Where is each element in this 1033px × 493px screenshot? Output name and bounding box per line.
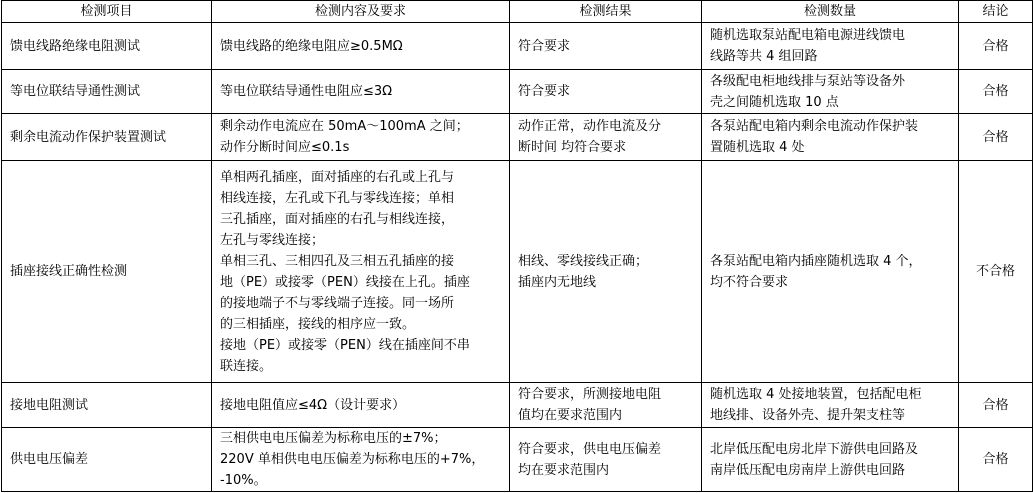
- cell-text-line: 壳之间随机选取 10 点: [710, 94, 839, 110]
- cell-quantity: [702, 114, 959, 161]
- cell-text-line: 左孔与零线连接；: [220, 232, 325, 248]
- cell-text-line: 置随机选取 4 处: [710, 140, 805, 155]
- cell-text-line: 剩余动作电流应在 50mA～100mA 之间；: [220, 119, 469, 134]
- cell-text-line: -10%。: [220, 473, 267, 488]
- cell-text-line: 接地电阻值应≤4Ω（设计要求）: [220, 397, 406, 413]
- cell-text-line: 三相供电电压偏差为标称电压的±7%；: [220, 431, 447, 446]
- cell-quantity: [702, 70, 959, 114]
- table-row: [2, 114, 1033, 161]
- cell-item: 插座接线正确性检测: [2, 161, 212, 383]
- cell-conclusion: 合格: [959, 428, 1033, 492]
- cell-requirement: [212, 70, 510, 114]
- cell-text-line: 符合要求: [518, 84, 571, 99]
- cell-text-line: 三孔插座，面对插座的右孔与相线连接，: [220, 211, 455, 227]
- cell-text-line: 接地（PE）或接零（PEN）线在插座间不串: [220, 337, 470, 353]
- cell-text-line: 均不符合要求: [710, 274, 789, 290]
- cell-text-line: 单相两孔插座，面对插座的右孔或上孔与: [220, 169, 455, 185]
- header-item: 检测项目: [2, 1, 212, 23]
- cell-conclusion: 不合格: [959, 161, 1033, 383]
- cell-text-line: 北岸低压配电房北岸下游供电回路及: [710, 441, 919, 457]
- cell-result: [510, 428, 702, 492]
- cell-text-line: 等电位联结导通性电阻应≤3Ω: [220, 84, 393, 99]
- cell-text-line: 线路等共 4 组回路: [710, 49, 818, 64]
- cell-item: 供电电压偏差: [2, 428, 212, 492]
- cell-text-line: 符合要求: [518, 38, 571, 54]
- cell-result: [510, 161, 702, 383]
- cell-item: 等电位联结导通性测试: [2, 70, 212, 114]
- cell-text-line: 各泵站配电箱内插座随机选取 4 个，: [710, 253, 922, 269]
- cell-requirement: [212, 428, 510, 492]
- cell-conclusion: 合格: [959, 70, 1033, 114]
- cell-requirement: [212, 23, 510, 70]
- cell-quantity: [702, 161, 959, 383]
- header-requirement: 检测内容及要求: [212, 1, 510, 23]
- cell-text-line: 值均在要求范围内: [518, 408, 623, 423]
- cell-item: 接地电阻测试: [2, 383, 212, 428]
- table-body: [2, 23, 1033, 492]
- table-row: [2, 70, 1033, 114]
- cell-conclusion: 合格: [959, 114, 1033, 161]
- cell-text-line: 随机选取泵站配电箱电源进线馈电: [710, 28, 906, 43]
- cell-item: 剩余电流动作保护装置测试: [2, 114, 212, 161]
- cell-text-line: 的接地端子不与零线端子连接。同一场所: [220, 295, 455, 311]
- cell-text-line: 符合要求，所测接地电阻: [518, 387, 662, 402]
- header-conclusion: 结论: [959, 1, 1033, 23]
- cell-text-line: 均在要求范围内: [518, 462, 610, 478]
- cell-requirement: [212, 161, 510, 383]
- cell-text-line: 相线连接，左孔或下孔与零线连接；单相: [220, 190, 455, 206]
- cell-text-line: 地（PE）或接零（PEN）线接在上孔。插座: [220, 274, 470, 290]
- table-row: [2, 23, 1033, 70]
- inspection-table: [1, 0, 1033, 492]
- cell-text-line: 随机选取 4 处接地装置，包括配电柜: [710, 387, 922, 402]
- cell-text-line: 插座内无地线: [518, 274, 597, 290]
- cell-conclusion: 合格: [959, 383, 1033, 428]
- cell-text-line: 相线、零线接线正确；: [518, 253, 649, 269]
- table-row: [2, 383, 1033, 428]
- cell-text-line: 馈电线路的绝缘电阻应≥0.5MΩ: [220, 38, 403, 54]
- cell-text-line: 动作分断时间应≤0.1s: [220, 140, 350, 155]
- cell-requirement: [212, 114, 510, 161]
- header-quantity: 检测数量: [702, 1, 959, 23]
- cell-text-line: 动作正常，动作电流及分: [518, 119, 662, 134]
- cell-result: [510, 114, 702, 161]
- cell-result: [510, 383, 702, 428]
- cell-text-line: 南岸低压配电房南岸上游供电回路: [710, 462, 906, 478]
- cell-text-line: 地线排、设备外壳、提升架支柱等: [710, 408, 906, 423]
- cell-requirement: [212, 383, 510, 428]
- cell-result: [510, 70, 702, 114]
- cell-result: [510, 23, 702, 70]
- table-row: [2, 428, 1033, 492]
- cell-quantity: [702, 23, 959, 70]
- cell-item: 馈电线路绝缘电阻测试: [2, 23, 212, 70]
- table-header: [2, 1, 1033, 23]
- cell-text-line: 的三相插座，接线的相序应一致。: [220, 316, 416, 332]
- cell-text-line: 符合要求，供电电压偏差: [518, 441, 662, 457]
- cell-text-line: 单相三孔、三相四孔及三相五孔插座的接: [220, 253, 455, 269]
- cell-text-line: 各级配电柜地线排与泵站等设备外: [710, 73, 906, 89]
- header-row: [2, 1, 1033, 23]
- cell-text-line: 各泵站配电箱内剩余电流动作保护装: [710, 119, 919, 134]
- cell-text-line: 联连接。: [220, 358, 273, 374]
- cell-quantity: [702, 428, 959, 492]
- cell-conclusion: 合格: [959, 23, 1033, 70]
- header-result: 检测结果: [510, 1, 702, 23]
- cell-quantity: [702, 383, 959, 428]
- table-row: [2, 161, 1033, 383]
- cell-text-line: 断时间 均符合要求: [518, 140, 627, 155]
- cell-text-line: 220V 单相供电电压偏差为标称电压的+7%，: [220, 452, 485, 467]
